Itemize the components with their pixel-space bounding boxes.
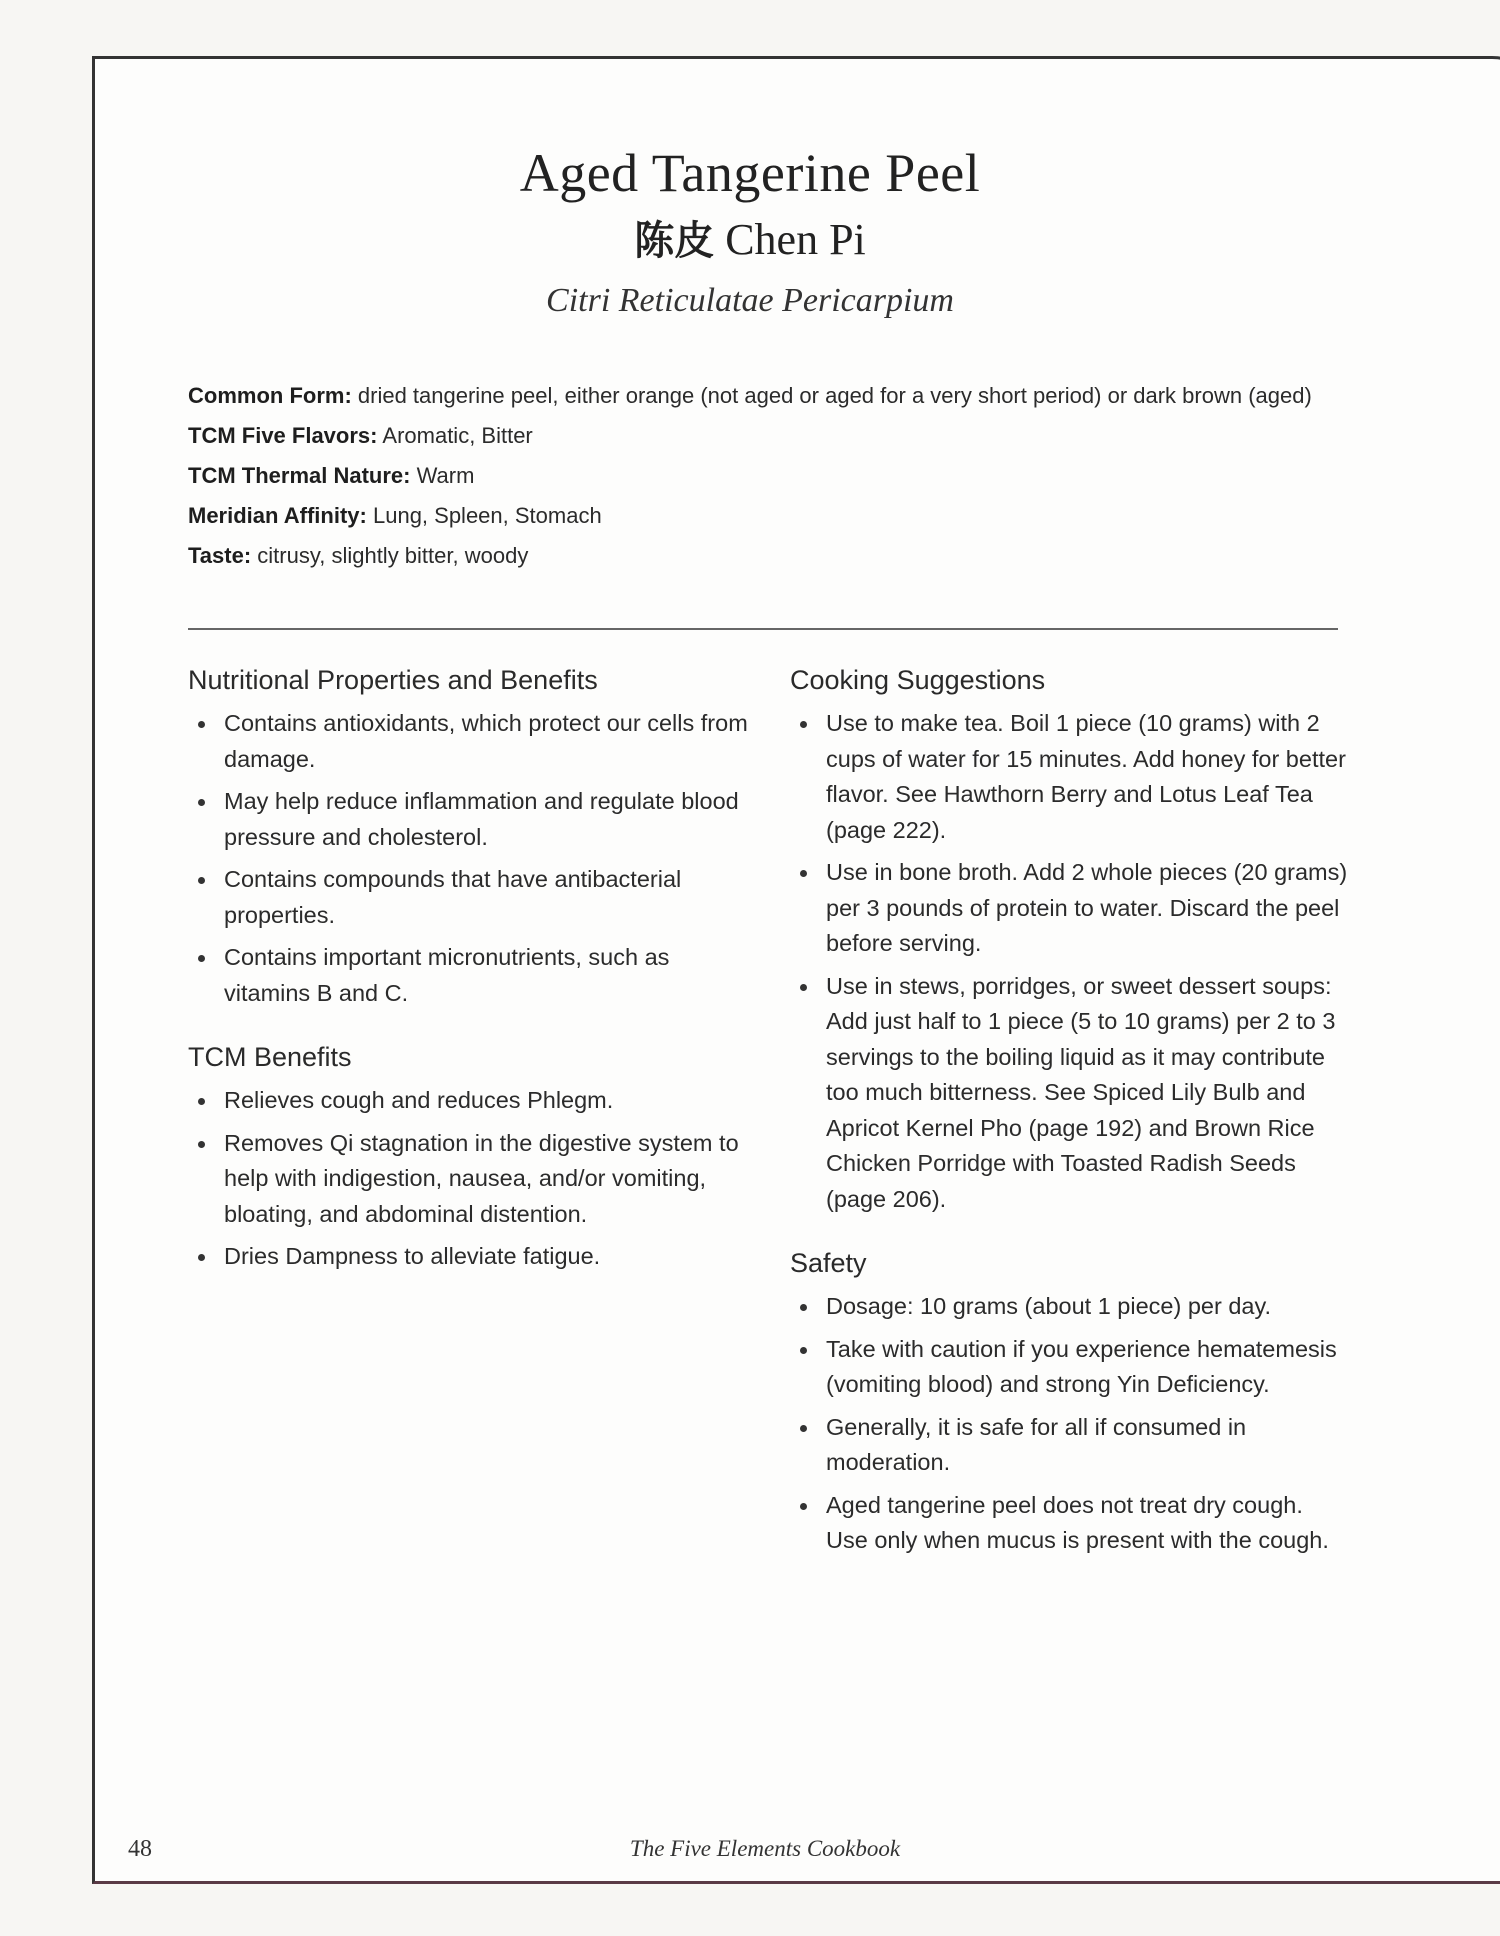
nutritional-list — [188, 706, 748, 1011]
property-label: TCM Thermal Nature: — [188, 463, 411, 488]
list-item: Use to make tea. Boil 1 piece (10 grams) with 2 cups of water for 15 minutes. Add honey for better flavor. See Hawthorn Berry and Lotus Leaf Tea (page 222). — [790, 706, 1350, 848]
chinese-characters: 陈皮 — [634, 218, 715, 264]
cooking-heading: Cooking Suggestions — [790, 665, 1046, 695]
list-item: Generally, it is safe for all if consumed in moderation. — [790, 1410, 1350, 1481]
property-thermal-nature — [188, 460, 1338, 492]
nutritional-heading: Nutritional Properties and Benefits — [188, 665, 598, 695]
property-value: Lung, Spleen, Stomach — [372, 503, 602, 528]
list-item: Dosage: 10 grams (about 1 piece) per day. — [790, 1289, 1350, 1325]
right-column — [790, 660, 1350, 1585]
latin-name: Citri Reticulatae Pericarpium — [546, 282, 954, 319]
property-value: citrusy, slightly bitter, woody — [257, 543, 529, 568]
property-value: Aromatic, Bitter — [382, 423, 533, 448]
cooking-list — [790, 706, 1350, 1217]
list-item: Contains compounds that have antibacterial properties. — [188, 862, 748, 933]
book-title: The Five Elements Cookbook — [629, 1836, 901, 1861]
property-label: Meridian Affinity: — [188, 503, 367, 528]
tcm-benefits-list — [188, 1083, 748, 1275]
property-label: Taste: — [188, 543, 252, 568]
property-value: dried tangerine peel, either orange (not aged or aged for a very short period) or dark brown (aged) — [357, 383, 1312, 408]
title-block — [0, 140, 1500, 325]
property-five-flavors — [188, 420, 1338, 452]
property-common-form — [188, 380, 1338, 412]
pinyin-name: Chen Pi — [725, 215, 866, 264]
properties-list — [188, 380, 1338, 580]
list-item: Use in stews, porridges, or sweet dessert soups: Add just half to 1 piece (5 to 10 grams) per 2 to 3 servings to the boiling liquid as it may contribute too much bitterness. See Spiced Lily Bulb and Apricot Kernel Pho (page 192) and Brown Rice Chicken Porridge with Toasted Radish Seeds (page 206). — [790, 969, 1350, 1218]
divider — [188, 628, 1338, 630]
list-item: Take with caution if you experience hematemesis (vomiting blood) and strong Yin Deficiency. — [790, 1332, 1350, 1403]
property-value: Warm — [416, 463, 475, 488]
list-item: Use in bone broth. Add 2 whole pieces (20 grams) per 3 pounds of protein to water. Discard the peel before serving. — [790, 855, 1350, 962]
property-meridian-affinity — [188, 500, 1338, 532]
list-item: May help reduce inflammation and regulate blood pressure and cholesterol. — [188, 784, 748, 855]
property-label: Common Form: — [188, 383, 352, 408]
list-item: Contains antioxidants, which protect our cells from damage. — [188, 706, 748, 777]
list-item: Aged tangerine peel does not treat dry cough. Use only when mucus is present with the cough. — [790, 1488, 1350, 1559]
list-item: Dries Dampness to alleviate fatigue. — [188, 1239, 748, 1275]
page-number: 48 — [128, 1836, 152, 1862]
property-label: TCM Five Flavors: — [188, 423, 378, 448]
tcm-benefits-heading: TCM Benefits — [188, 1042, 352, 1072]
chinese-name — [0, 210, 1500, 271]
property-taste — [188, 540, 1338, 572]
list-item: Relieves cough and reduces Phlegm. — [188, 1083, 748, 1119]
list-item: Removes Qi stagnation in the digestive system to help with indigestion, nausea, and/or vomiting, bloating, and abdominal distention. — [188, 1126, 748, 1233]
list-item: Contains important micronutrients, such as vitamins B and C. — [188, 940, 748, 1011]
left-column — [188, 660, 748, 1301]
safety-heading: Safety — [790, 1248, 867, 1278]
page-title: Aged Tangerine Peel — [519, 143, 981, 203]
safety-list — [790, 1289, 1350, 1559]
